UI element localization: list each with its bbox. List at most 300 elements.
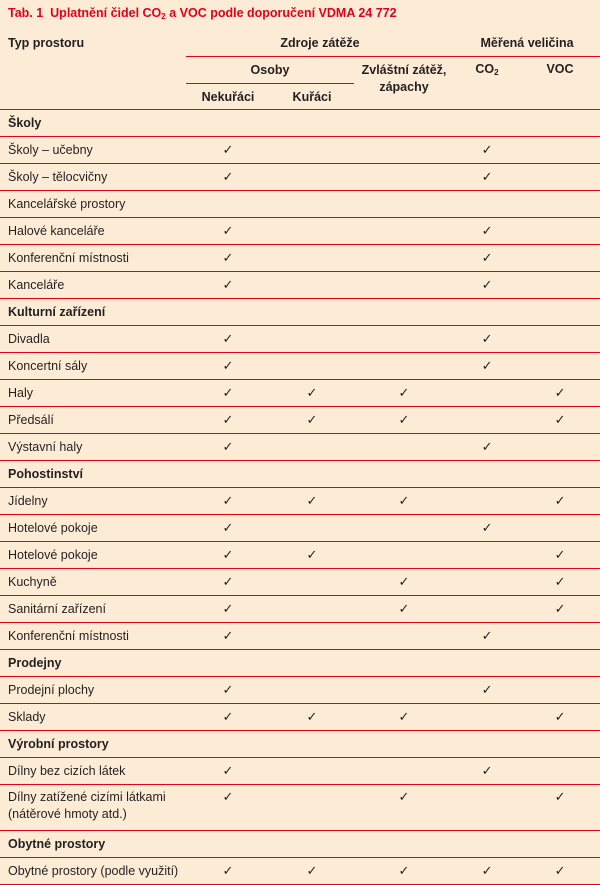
- check-special: [354, 191, 454, 218]
- check-smokers: [270, 488, 354, 515]
- check-voc: [520, 542, 600, 569]
- caption-text: Uplatnění čidel CO: [50, 6, 162, 20]
- table-row: [0, 353, 600, 380]
- checkmark-icon: ✓: [481, 682, 493, 697]
- check-special: [354, 326, 454, 353]
- check-smokers: [270, 858, 354, 885]
- check-special: [354, 758, 454, 785]
- row-name: [0, 461, 186, 488]
- check-voc: [520, 434, 600, 461]
- checkmark-icon: ✓: [481, 628, 493, 643]
- check-nonsmokers: [186, 650, 270, 677]
- checkmark-icon: ✓: [481, 763, 493, 778]
- header-co2-main: CO: [475, 62, 495, 76]
- checkmark-icon: ✓: [222, 250, 234, 265]
- check-smokers: [270, 677, 354, 704]
- check-smokers: [270, 704, 354, 731]
- row-name-text: Školy – učebny: [8, 143, 93, 157]
- check-special: [354, 731, 454, 758]
- check-voc: [520, 245, 600, 272]
- check-co2: [454, 596, 520, 623]
- check-nonsmokers: [186, 245, 270, 272]
- category-row: [0, 110, 600, 137]
- check-smokers: [270, 191, 354, 218]
- check-smokers: [270, 110, 354, 137]
- row-name-text: Koncertní sály: [8, 359, 88, 373]
- caption-text-end: a VOC podle doporučení VDMA 24 772: [165, 6, 397, 20]
- check-co2: [454, 569, 520, 596]
- check-smokers: [270, 569, 354, 596]
- check-voc: [520, 110, 600, 137]
- check-special: [354, 353, 454, 380]
- check-smokers: [270, 326, 354, 353]
- row-name: [0, 758, 186, 785]
- checkmark-icon: ✓: [481, 169, 493, 184]
- check-special: [354, 858, 454, 885]
- check-special: [354, 704, 454, 731]
- row-name: [0, 623, 186, 650]
- row-name: [0, 569, 186, 596]
- check-co2: [454, 110, 520, 137]
- check-special: [354, 110, 454, 137]
- table-row: [0, 515, 600, 542]
- check-co2: [454, 650, 520, 677]
- table-row: [0, 380, 600, 407]
- checkmark-icon: ✓: [398, 493, 410, 508]
- checkmark-icon: ✓: [222, 789, 234, 804]
- table-row: [0, 326, 600, 353]
- checkmark-icon: ✓: [481, 223, 493, 238]
- row-name: [0, 137, 186, 164]
- check-smokers: [270, 218, 354, 245]
- row-name-text: Jídelny: [8, 494, 48, 508]
- checkmark-icon: ✓: [222, 169, 234, 184]
- row-name-text: Kuchyně: [8, 575, 57, 589]
- check-smokers: [270, 380, 354, 407]
- row-name: [0, 704, 186, 731]
- check-nonsmokers: [186, 218, 270, 245]
- checkmark-icon: ✓: [554, 547, 566, 562]
- checkmark-icon: ✓: [481, 250, 493, 265]
- checkmark-icon: ✓: [554, 574, 566, 589]
- check-voc: [520, 353, 600, 380]
- checkmark-icon: ✓: [222, 574, 234, 589]
- header-sources: Zdroje zátěže: [186, 30, 454, 57]
- checkmark-icon: ✓: [398, 385, 410, 400]
- check-voc: [520, 785, 600, 831]
- check-special: [354, 488, 454, 515]
- table-row: [0, 704, 600, 731]
- check-voc: [520, 650, 600, 677]
- check-nonsmokers: [186, 731, 270, 758]
- check-smokers: [270, 731, 354, 758]
- check-nonsmokers: [186, 858, 270, 885]
- check-nonsmokers: [186, 164, 270, 191]
- check-special: [354, 164, 454, 191]
- check-co2: [454, 245, 520, 272]
- checkmark-icon: ✓: [222, 682, 234, 697]
- check-co2: [454, 461, 520, 488]
- check-voc: [520, 407, 600, 434]
- check-co2: [454, 272, 520, 299]
- row-name: [0, 218, 186, 245]
- header-type: Typ prostoru: [8, 36, 85, 50]
- check-voc: [520, 677, 600, 704]
- row-name: [0, 272, 186, 299]
- check-nonsmokers: [186, 272, 270, 299]
- row-name: [0, 353, 186, 380]
- header-nonsmokers: Nekuřáci: [201, 89, 255, 104]
- check-smokers: [270, 353, 354, 380]
- checkmark-icon: ✓: [222, 358, 234, 373]
- row-name-text: Výrobní prostory: [8, 737, 109, 751]
- row-name-text: Prodejní plochy: [8, 683, 95, 697]
- header-special-line1: Zvláštní zátěž,: [361, 63, 447, 77]
- row-name-text: Hotelové pokoje: [8, 521, 98, 535]
- checkmark-icon: ✓: [481, 863, 493, 878]
- checkmark-icon: ✓: [306, 385, 318, 400]
- checkmark-icon: ✓: [306, 863, 318, 878]
- check-smokers: [270, 434, 354, 461]
- checkmark-icon: ✓: [554, 709, 566, 724]
- checkmark-icon: ✓: [222, 223, 234, 238]
- check-co2: [454, 380, 520, 407]
- caption-sub: 2: [161, 12, 166, 21]
- check-voc: [520, 218, 600, 245]
- row-name-text: Školy: [8, 116, 42, 130]
- check-co2: [454, 299, 520, 326]
- check-co2: [454, 831, 520, 858]
- checkmark-icon: ✓: [222, 331, 234, 346]
- row-name: [0, 164, 186, 191]
- check-special: [354, 407, 454, 434]
- check-smokers: [270, 407, 354, 434]
- table-row: [0, 407, 600, 434]
- row-name: [0, 831, 186, 858]
- row-name: [0, 110, 186, 137]
- row-name-text: Halové kanceláře: [8, 224, 105, 238]
- check-smokers: [270, 542, 354, 569]
- checkmark-icon: ✓: [481, 331, 493, 346]
- checkmark-icon: ✓: [306, 493, 318, 508]
- checkmark-icon: ✓: [398, 709, 410, 724]
- checkmark-icon: ✓: [222, 709, 234, 724]
- row-name-text: Hotelové pokoje: [8, 548, 98, 562]
- check-voc: [520, 380, 600, 407]
- checkmark-icon: ✓: [481, 142, 493, 157]
- check-nonsmokers: [186, 191, 270, 218]
- check-co2: [454, 704, 520, 731]
- checkmark-icon: ✓: [222, 412, 234, 427]
- row-name-text: Konferenční místnosti: [8, 251, 129, 265]
- row-name: [0, 488, 186, 515]
- row-name-text: Dílny zatížené cizími látkami: [8, 790, 166, 804]
- checkmark-icon: ✓: [398, 601, 410, 616]
- header-voc: VOC: [546, 62, 574, 76]
- category-row: [0, 831, 600, 858]
- row-name-text: Prodejny: [8, 656, 62, 670]
- caption-prefix: Tab. 1: [8, 6, 44, 20]
- row-name-text: Výstavní haly: [8, 440, 83, 454]
- check-voc: [520, 831, 600, 858]
- check-co2: [454, 434, 520, 461]
- row-name-text: Kulturní zařízení: [8, 305, 106, 319]
- check-voc: [520, 596, 600, 623]
- check-smokers: [270, 299, 354, 326]
- checkmark-icon: ✓: [222, 439, 234, 454]
- row-name-text: Kancelářské prostory: [8, 197, 126, 211]
- check-voc: [520, 461, 600, 488]
- row-name: [0, 245, 186, 272]
- check-voc: [520, 326, 600, 353]
- check-co2: [454, 164, 520, 191]
- table-row: [0, 569, 600, 596]
- check-voc: [520, 569, 600, 596]
- table-row: [0, 677, 600, 704]
- category-row: [0, 461, 600, 488]
- row-name: [0, 407, 186, 434]
- checkmark-icon: ✓: [554, 493, 566, 508]
- check-special: [354, 380, 454, 407]
- row-name: [0, 596, 186, 623]
- check-co2: [454, 785, 520, 831]
- check-special: [354, 245, 454, 272]
- check-voc: [520, 272, 600, 299]
- check-nonsmokers: [186, 407, 270, 434]
- table-row: [0, 191, 600, 218]
- row-name: [0, 515, 186, 542]
- table-row: [0, 272, 600, 299]
- row-name-text: Obytné prostory: [8, 837, 106, 851]
- check-special: [354, 218, 454, 245]
- check-smokers: [270, 137, 354, 164]
- check-voc: [520, 137, 600, 164]
- checkmark-icon: ✓: [481, 439, 493, 454]
- check-special: [354, 461, 454, 488]
- check-nonsmokers: [186, 380, 270, 407]
- check-smokers: [270, 515, 354, 542]
- header-persons: Osoby: [186, 57, 354, 84]
- check-smokers: [270, 461, 354, 488]
- check-voc: [520, 515, 600, 542]
- check-co2: [454, 858, 520, 885]
- checkmark-icon: ✓: [222, 277, 234, 292]
- check-voc: [520, 299, 600, 326]
- check-co2: [454, 731, 520, 758]
- row-name: [0, 650, 186, 677]
- row-name-text: Sklady: [8, 710, 46, 724]
- check-nonsmokers: [186, 353, 270, 380]
- row-name-text: Haly: [8, 386, 34, 400]
- header-co2: [454, 57, 520, 110]
- checkmark-icon: ✓: [306, 547, 318, 562]
- header-co2-sub: 2: [494, 68, 499, 77]
- row-name: [0, 731, 186, 758]
- check-nonsmokers: [186, 488, 270, 515]
- check-co2: [454, 407, 520, 434]
- category-row: [0, 650, 600, 677]
- check-co2: [454, 326, 520, 353]
- check-co2: [454, 137, 520, 164]
- row-name: [0, 542, 186, 569]
- row-name-text: Sanitární zařízení: [8, 602, 106, 616]
- check-nonsmokers: [186, 831, 270, 858]
- checkmark-icon: ✓: [481, 520, 493, 535]
- table-row: [0, 596, 600, 623]
- check-co2: [454, 758, 520, 785]
- check-nonsmokers: [186, 758, 270, 785]
- checkmark-icon: ✓: [554, 863, 566, 878]
- check-nonsmokers: [186, 569, 270, 596]
- check-voc: [520, 488, 600, 515]
- check-nonsmokers: [186, 542, 270, 569]
- row-name: [0, 380, 186, 407]
- table-caption: [8, 6, 397, 21]
- row-name-text: Konferenční místnosti: [8, 629, 129, 643]
- sensor-table: [0, 30, 600, 885]
- check-special: [354, 569, 454, 596]
- check-special: [354, 272, 454, 299]
- check-smokers: [270, 831, 354, 858]
- checkmark-icon: ✓: [398, 412, 410, 427]
- check-voc: [520, 164, 600, 191]
- check-smokers: [270, 650, 354, 677]
- row-name: [0, 434, 186, 461]
- check-voc: [520, 191, 600, 218]
- header-measured: Měřená veličina: [454, 30, 600, 57]
- row-name-text: Obytné prostory (podle využití): [8, 864, 179, 878]
- checkmark-icon: ✓: [222, 493, 234, 508]
- category-row: [0, 299, 600, 326]
- check-nonsmokers: [186, 515, 270, 542]
- check-nonsmokers: [186, 623, 270, 650]
- check-co2: [454, 623, 520, 650]
- check-voc: [520, 758, 600, 785]
- check-smokers: [270, 272, 354, 299]
- check-special: [354, 137, 454, 164]
- table-row: [0, 542, 600, 569]
- row-name-text: Dílny bez cizích látek: [8, 764, 126, 778]
- table-row: [0, 434, 600, 461]
- check-smokers: [270, 245, 354, 272]
- row-name-text: Pohostinství: [8, 467, 84, 481]
- checkmark-icon: ✓: [222, 601, 234, 616]
- check-voc: [520, 623, 600, 650]
- row-name: [0, 677, 186, 704]
- check-nonsmokers: [186, 461, 270, 488]
- check-nonsmokers: [186, 434, 270, 461]
- check-special: [354, 785, 454, 831]
- check-special: [354, 515, 454, 542]
- checkmark-icon: ✓: [306, 412, 318, 427]
- checkmark-icon: ✓: [222, 385, 234, 400]
- table-row: [0, 164, 600, 191]
- table-row: [0, 245, 600, 272]
- row-name-text: Předsálí: [8, 413, 54, 427]
- row-name-text-line2: (nátěrové hmoty atd.): [8, 807, 127, 821]
- check-co2: [454, 353, 520, 380]
- table-body: [0, 110, 600, 885]
- table-row: [0, 488, 600, 515]
- category-row: [0, 731, 600, 758]
- check-co2: [454, 191, 520, 218]
- row-name: [0, 191, 186, 218]
- check-special: [354, 650, 454, 677]
- check-smokers: [270, 164, 354, 191]
- check-special: [354, 434, 454, 461]
- checkmark-icon: ✓: [222, 520, 234, 535]
- checkmark-icon: ✓: [222, 763, 234, 778]
- checkmark-icon: ✓: [306, 709, 318, 724]
- check-nonsmokers: [186, 677, 270, 704]
- check-nonsmokers: [186, 596, 270, 623]
- checkmark-icon: ✓: [222, 142, 234, 157]
- check-nonsmokers: [186, 137, 270, 164]
- check-special: [354, 677, 454, 704]
- table-row: [0, 858, 600, 885]
- checkmark-icon: ✓: [222, 628, 234, 643]
- checkmark-icon: ✓: [398, 789, 410, 804]
- checkmark-icon: ✓: [398, 574, 410, 589]
- check-nonsmokers: [186, 785, 270, 831]
- checkmark-icon: ✓: [481, 277, 493, 292]
- check-nonsmokers: [186, 110, 270, 137]
- check-voc: [520, 731, 600, 758]
- check-nonsmokers: [186, 299, 270, 326]
- check-smokers: [270, 785, 354, 831]
- check-smokers: [270, 758, 354, 785]
- check-smokers: [270, 596, 354, 623]
- check-nonsmokers: [186, 326, 270, 353]
- row-name: [0, 858, 186, 885]
- checkmark-icon: ✓: [554, 385, 566, 400]
- checkmark-icon: ✓: [554, 789, 566, 804]
- check-voc: [520, 858, 600, 885]
- row-name: [0, 785, 186, 831]
- check-special: [354, 299, 454, 326]
- checkmark-icon: ✓: [554, 601, 566, 616]
- header-special: [354, 57, 454, 110]
- table-row: [0, 623, 600, 650]
- check-smokers: [270, 623, 354, 650]
- check-voc: [520, 704, 600, 731]
- check-nonsmokers: [186, 704, 270, 731]
- check-special: [354, 623, 454, 650]
- check-co2: [454, 515, 520, 542]
- check-co2: [454, 677, 520, 704]
- check-co2: [454, 218, 520, 245]
- checkmark-icon: ✓: [222, 863, 234, 878]
- checkmark-icon: ✓: [398, 863, 410, 878]
- row-name-text: Školy – tělocvičny: [8, 170, 108, 184]
- check-co2: [454, 488, 520, 515]
- row-name-text: Divadla: [8, 332, 50, 346]
- checkmark-icon: ✓: [481, 358, 493, 373]
- check-co2: [454, 542, 520, 569]
- header-smokers: Kuřáci: [292, 89, 332, 104]
- row-name-text: Kanceláře: [8, 278, 65, 292]
- row-name: [0, 326, 186, 353]
- table-row: [0, 218, 600, 245]
- table-row: [0, 785, 600, 831]
- table-row: [0, 137, 600, 164]
- check-special: [354, 596, 454, 623]
- check-special: [354, 542, 454, 569]
- row-name: [0, 299, 186, 326]
- checkmark-icon: ✓: [554, 412, 566, 427]
- checkmark-icon: ✓: [222, 547, 234, 562]
- header-special-line2: zápachy: [379, 80, 429, 94]
